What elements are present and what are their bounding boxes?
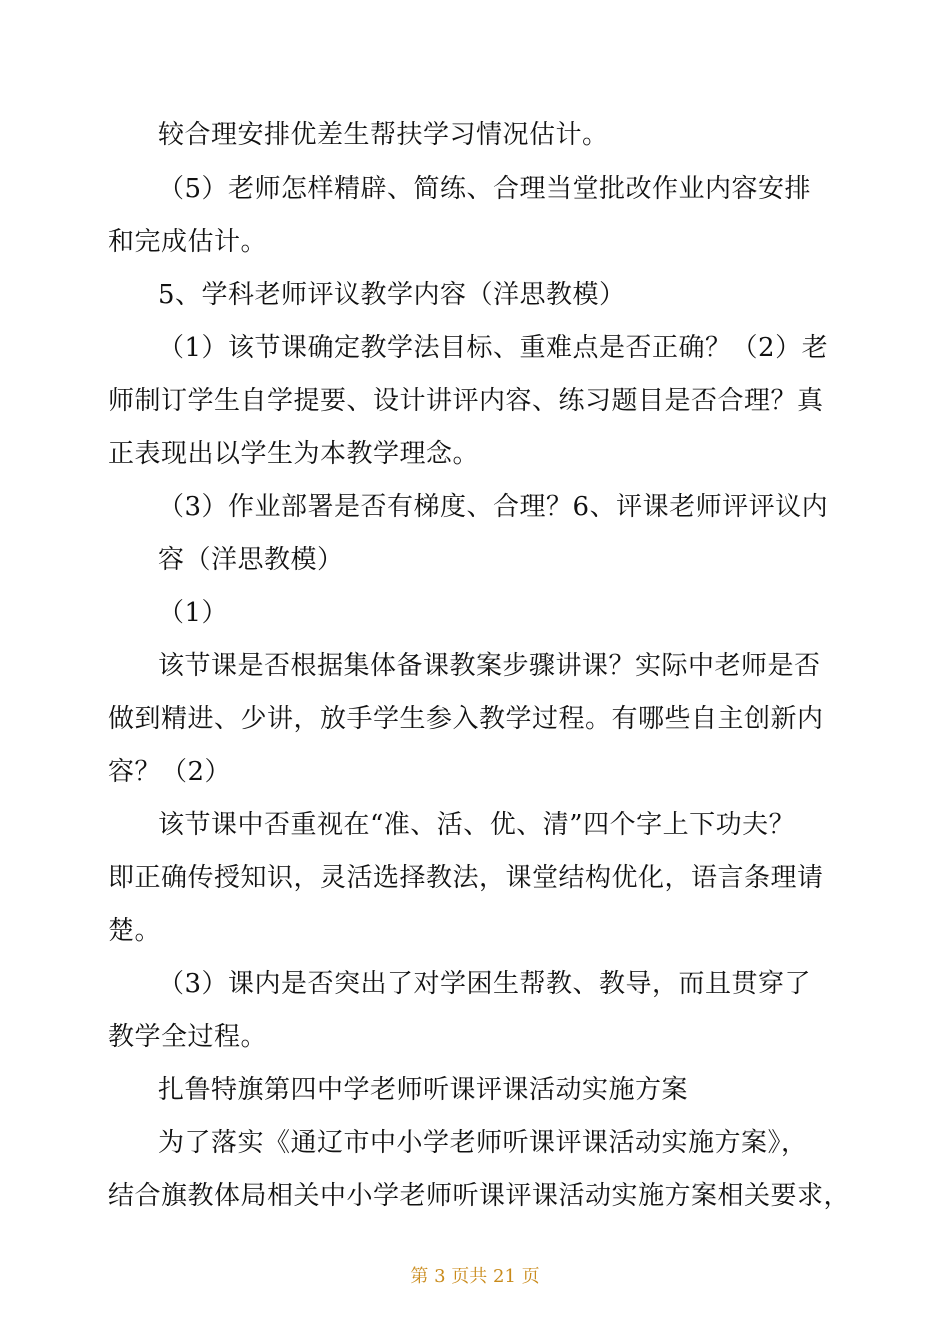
text-line: （1） [158, 598, 229, 628]
text-line: 该节课中否重视在“准、活、优、清”四个字上下功夫？ [158, 810, 796, 840]
text-line: 较合理安排优差生帮扶学习情况估计。 [158, 120, 609, 150]
section-heading: 5、学科老师评议教学内容（洋思教模） [158, 280, 626, 310]
text-line: 师制订学生自学提要、设计讲评内容、练习题目是否合理？真 [108, 386, 824, 416]
text-line: 容？（2） [108, 757, 232, 787]
text-line: 正表现出以学生为本教学理念。 [108, 439, 480, 469]
text-line: 容（洋思教模） [158, 545, 344, 575]
text-line: （5）老师怎样精辟、简练、合理当堂批改作业内容安排 [158, 174, 812, 204]
text-line: 结合旗教体局相关中小学老师听课评课活动实施方案相关要求， [108, 1181, 851, 1211]
document-title-line: 扎鲁特旗第四中学老师听课评课活动实施方案 [158, 1075, 689, 1105]
text-line: 为了落实《通辽市中小学老师听课评课活动实施方案》， [158, 1128, 808, 1158]
text-line: 和完成估计。 [108, 227, 268, 257]
text-line: 做到精进、少讲，放手学生参入教学过程。有哪些自主创新内 [108, 704, 824, 734]
text-line: 即正确传授知识，灵活选择教法，课堂结构优化，语言条理请 [108, 863, 824, 893]
text-line: 教学全过程。 [108, 1022, 268, 1052]
text-line: （3）作业部署是否有梯度、合理？6、评课老师评评议内 [158, 492, 829, 522]
page-number-footer: 第 3 页共 21 页 [410, 1266, 540, 1287]
text-line: （3）课内是否突出了对学困生帮教、教导，而且贯穿了 [158, 969, 812, 999]
text-line: 该节课是否根据集体备课教案步骤讲课？实际中老师是否 [158, 651, 821, 681]
text-line: 楚。 [108, 916, 162, 946]
text-line: （1）该节课确定教学法目标、重难点是否正确？（2）老 [158, 333, 829, 363]
